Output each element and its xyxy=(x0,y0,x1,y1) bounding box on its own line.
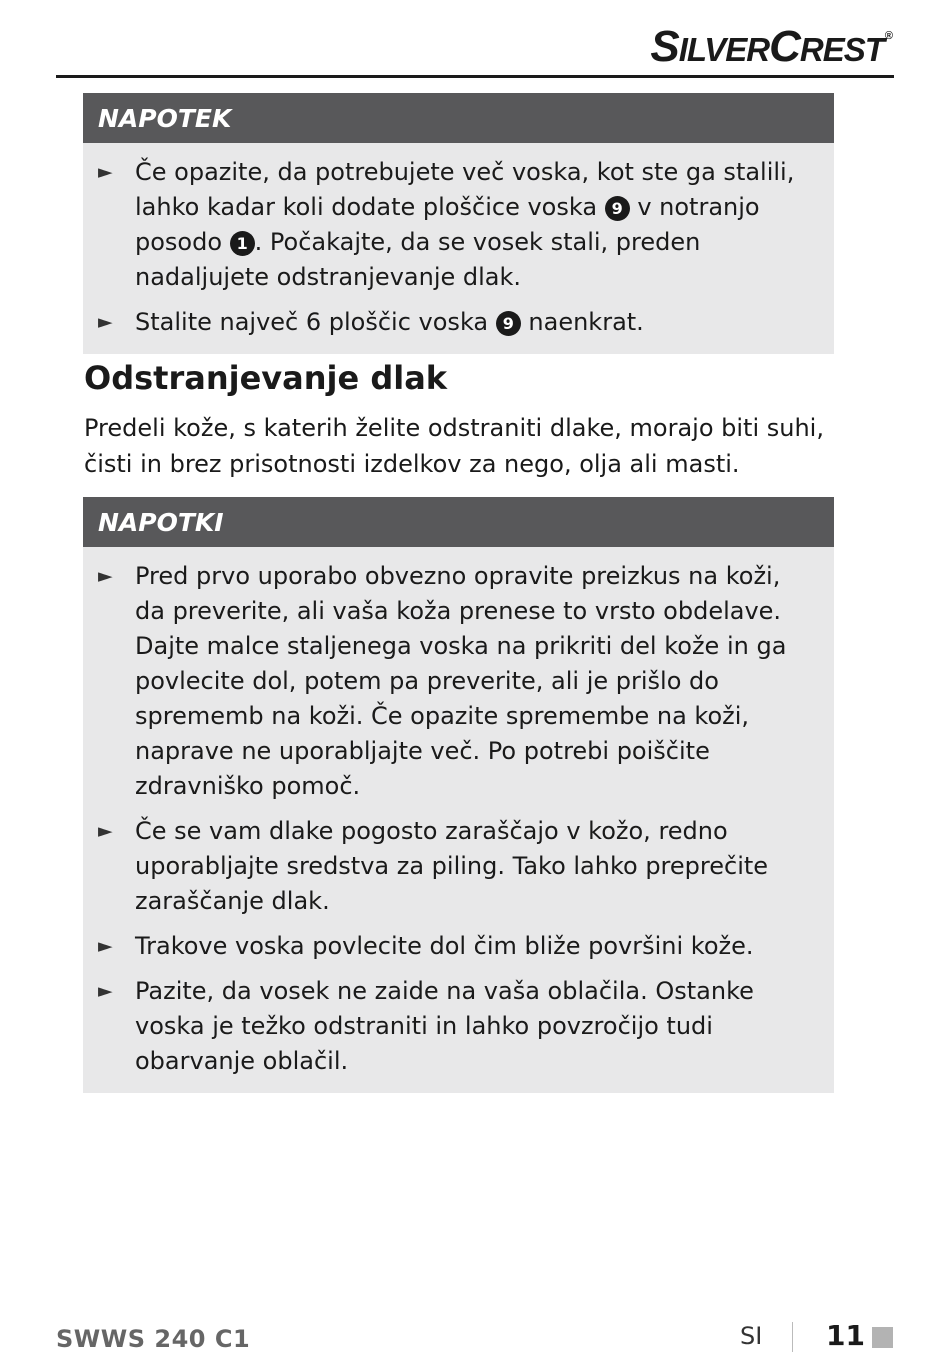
circled-number-icon: 1 xyxy=(230,231,255,256)
footer-divider xyxy=(792,1322,793,1352)
note-heading: NAPOTEK xyxy=(83,93,834,143)
page-number: 11 xyxy=(826,1319,865,1352)
section-paragraph: Predeli kože, s katerih želite odstraniti dlake, morajo biti suhi, čisti in brez prisotnosti izdelkov za nego, olja ali masti. xyxy=(84,414,824,478)
note-list xyxy=(83,143,834,354)
section-title: Odstranjevanje dlak xyxy=(84,359,448,397)
list-item: ► Pred prvo uporabo obvezno opravite preizkus na koži, da preverite, ali vaša koža prenese to vrsto obdelave. Dajte malce staljenega voska na prikriti del kože in ga povlecite dol, potem pa preverite, ali je prišlo do sprememb na koži. Če opazite spremembe na koži, naprave ne uporabljajte več. Po potrebi poiščite zdravniško pomoč. xyxy=(83,559,806,804)
triangle-right-icon: ► xyxy=(98,565,113,587)
circled-number-icon: 9 xyxy=(605,196,630,221)
triangle-right-icon: ► xyxy=(98,161,113,183)
list-item: ► Če se vam dlake pogosto zaraščajo v kožo, redno uporabljajte sredstva za piling. Tako lahko preprečite zaraščanje dlak. xyxy=(83,814,806,919)
note-box-napotki xyxy=(83,497,834,1093)
list-item: ► Stalite največ 6 ploščic voska 9 naenkrat. xyxy=(83,305,806,340)
list-item: ► Trakove voska povlecite dol čim bliže površini kože. xyxy=(83,929,806,964)
page-marker-square-icon xyxy=(872,1327,893,1348)
note-heading: NAPOTKI xyxy=(83,497,834,547)
language-code: SI xyxy=(740,1322,763,1350)
list-item: ► Pazite, da vosek ne zaide na vaša oblačila. Ostanke voska je težko odstraniti in lahko povzročijo tudi obarvanje oblačil. xyxy=(83,974,806,1079)
triangle-right-icon: ► xyxy=(98,820,113,842)
header-rule xyxy=(56,75,894,78)
brand-logo: SILVERCREST® xyxy=(650,22,892,71)
triangle-right-icon: ► xyxy=(98,311,113,333)
triangle-right-icon: ► xyxy=(98,980,113,1002)
model-number: SWWS 240 C1 xyxy=(56,1325,251,1353)
circled-number-icon: 9 xyxy=(496,311,521,336)
triangle-right-icon: ► xyxy=(98,935,113,957)
list-item: ► Če opazite, da potrebujete več voska, kot ste ga stalili, lahko kadar koli dodate ploščice voska 9 v notranjo posodo 1 . Počakajte, da se vosek stali, preden nadaljujete odstranjevanje dlak. xyxy=(83,155,806,295)
note-box-napotek xyxy=(83,93,834,354)
note-list xyxy=(83,547,834,1093)
